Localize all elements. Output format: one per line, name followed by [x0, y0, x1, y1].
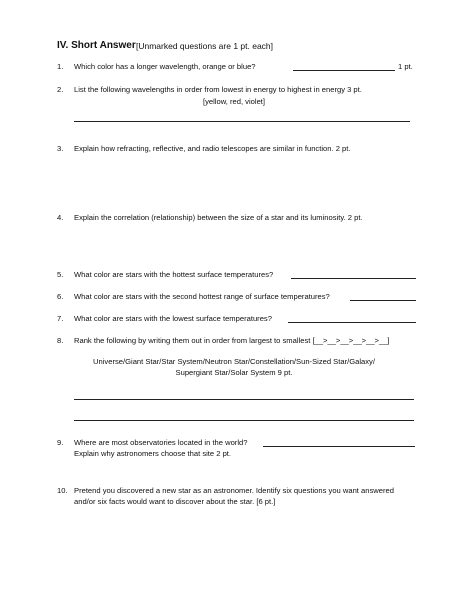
question-8-answer-line-1[interactable]: [74, 399, 414, 400]
question-9-text: Where are most observatories located in the world?: [74, 438, 248, 447]
question-7-answer-line[interactable]: [288, 322, 416, 323]
question-2-text: List the following wavelengths in order from lowest in energy to highest in energy 3 pt.: [74, 85, 362, 94]
question-8-number: 8.: [57, 336, 64, 345]
question-6-text: What color are stars with the second hottest range of surface temperatures?: [74, 292, 330, 301]
question-3-text: Explain how refracting, reflective, and radio telescopes are similar in function. 2 pt.: [74, 144, 351, 153]
question-9-answer-line[interactable]: [263, 446, 415, 447]
question-6-number: 6.: [57, 292, 64, 301]
question-9-text-line-2: Explain why astronomers choose that site 2 pt.: [74, 449, 232, 458]
question-1-answer-line[interactable]: [293, 70, 395, 71]
section-title: IV. Short Answer: [57, 40, 136, 51]
question-2-answer-line[interactable]: [74, 121, 410, 122]
question-5-answer-line[interactable]: [291, 278, 416, 279]
question-9-number: 9.: [57, 438, 64, 447]
question-4-text: Explain the correlation (relationship) between the size of a star and its luminosity. 2 pt.: [74, 213, 363, 222]
question-2-number: 2.: [57, 85, 64, 94]
question-5-number: 5.: [57, 270, 64, 279]
question-8-text: Rank the following by writing them out in order from largest to smallest [__>__>__>__>__>__]: [74, 336, 390, 345]
question-10-text: Pretend you discovered a new star as an astronomer. Identify six questions you want answered: [74, 486, 394, 495]
question-1-points: 1 pt.: [398, 62, 413, 71]
question-8-items-line-1: Universe/Giant Star/Star System/Neutron Star/Constellation/Sun-Sized Star/Galaxy/: [93, 357, 375, 366]
question-7-text: What color are stars with the lowest surface temperatures?: [74, 314, 272, 323]
question-5-text: What color are stars with the hottest surface temperatures?: [74, 270, 274, 279]
question-1-number: 1.: [57, 62, 64, 71]
question-8-answer-line-2[interactable]: [74, 420, 414, 421]
question-2-sub: [yellow, red, violet]: [202, 97, 266, 106]
question-1-text: Which color has a longer wavelength, orange or blue?: [74, 62, 256, 71]
question-6-answer-line[interactable]: [350, 300, 416, 301]
question-7-number: 7.: [57, 314, 64, 323]
question-3-number: 3.: [57, 144, 64, 153]
question-10-number: 10.: [57, 486, 68, 495]
section-note: [Unmarked questions are 1 pt. each]: [136, 41, 274, 51]
question-10-text-line-2: and/or six facts would want to discover about the star. [6 pt.]: [74, 497, 276, 506]
question-4-number: 4.: [57, 213, 64, 222]
question-8-items-line-2: Supergiant Star/Solar System 9 pt.: [175, 368, 293, 377]
